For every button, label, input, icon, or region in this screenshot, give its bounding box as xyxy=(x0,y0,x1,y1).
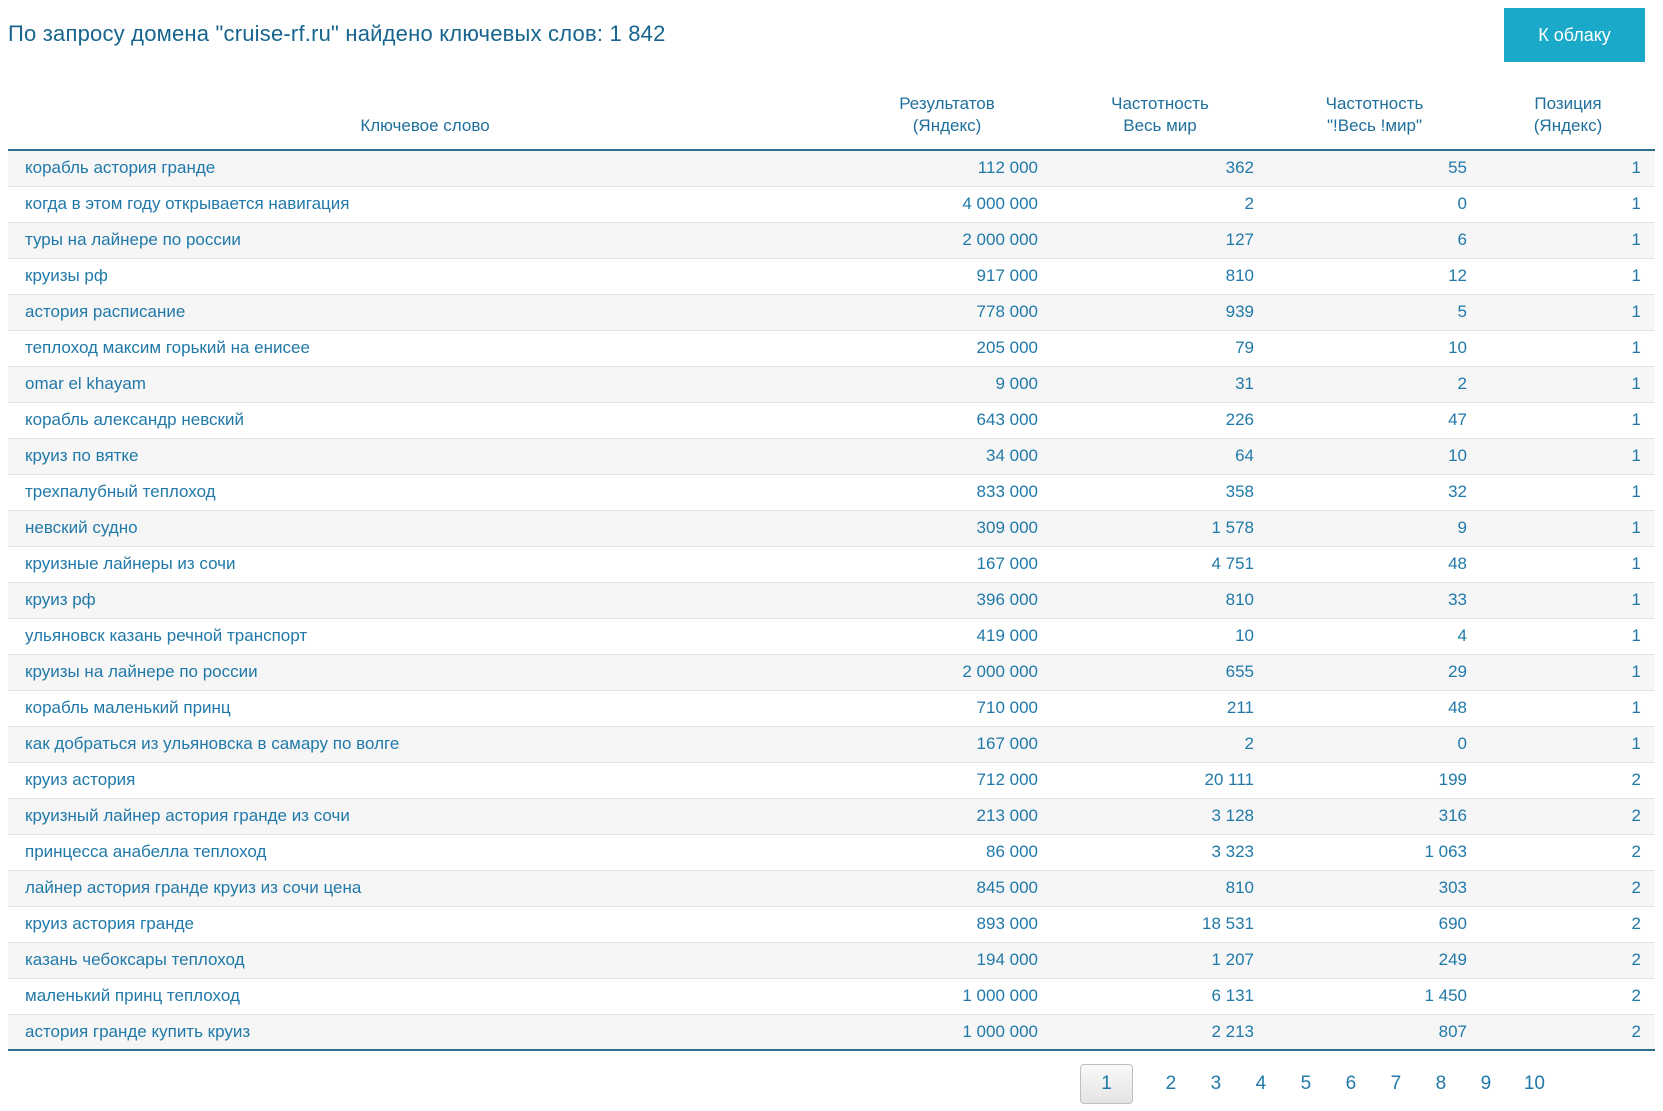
column-header-label: (Яндекс) xyxy=(1533,116,1603,135)
table-row xyxy=(8,546,1655,582)
cell-position-yandex: 1 xyxy=(1481,294,1655,330)
pagination-page-3[interactable]: 3 xyxy=(1210,1073,1222,1094)
keyword-link[interactable]: маленький принц теплоход xyxy=(8,978,842,1014)
keyword-link[interactable]: когда в этом году открывается навигация xyxy=(8,186,842,222)
pagination-page-2[interactable]: 2 xyxy=(1165,1073,1177,1094)
cell-results-yandex: 167 000 xyxy=(842,546,1052,582)
column-header-keyword xyxy=(8,85,842,150)
pagination-page-4[interactable]: 4 xyxy=(1255,1073,1267,1094)
cell-results-yandex: 9 000 xyxy=(842,366,1052,402)
cell-position-yandex: 1 xyxy=(1481,582,1655,618)
keyword-link[interactable]: omar el khayam xyxy=(8,366,842,402)
cell-position-yandex: 2 xyxy=(1481,762,1655,798)
keyword-link[interactable]: туры на лайнере по россии xyxy=(8,222,842,258)
cell-frequency-world: 10 xyxy=(1052,618,1268,654)
table-row xyxy=(8,438,1655,474)
cell-results-yandex: 778 000 xyxy=(842,294,1052,330)
table-row xyxy=(8,402,1655,438)
column-header-label: "!Весь !мир" xyxy=(1326,116,1423,135)
cell-frequency-world: 810 xyxy=(1052,582,1268,618)
table-row xyxy=(8,906,1655,942)
cell-frequency-world: 6 131 xyxy=(1052,978,1268,1014)
cell-frequency-world: 1 578 xyxy=(1052,510,1268,546)
cell-frequency-world: 31 xyxy=(1052,366,1268,402)
table-row xyxy=(8,186,1655,222)
cell-frequency-world: 2 xyxy=(1052,186,1268,222)
table-header-row xyxy=(8,85,1655,150)
cell-position-yandex: 1 xyxy=(1481,150,1655,186)
page-title: По запросу домена "cruise-rf.ru" найдено ключевых слов: 1 842 xyxy=(8,21,666,46)
cell-position-yandex: 1 xyxy=(1481,402,1655,438)
cell-results-yandex: 917 000 xyxy=(842,258,1052,294)
table-row xyxy=(8,978,1655,1014)
cell-results-yandex: 167 000 xyxy=(842,726,1052,762)
cell-results-yandex: 419 000 xyxy=(842,618,1052,654)
table-row xyxy=(8,258,1655,294)
table-row xyxy=(8,510,1655,546)
column-header-results-yandex xyxy=(842,85,1052,150)
cell-results-yandex: 86 000 xyxy=(842,834,1052,870)
table-row xyxy=(8,150,1655,186)
table-row xyxy=(8,222,1655,258)
keyword-link[interactable]: невский судно xyxy=(8,510,842,546)
cell-results-yandex: 1 000 000 xyxy=(842,978,1052,1014)
keyword-link[interactable]: круиз по вятке xyxy=(8,438,842,474)
keyword-link[interactable]: корабль маленький принц xyxy=(8,690,842,726)
cell-frequency-exact: 33 xyxy=(1268,582,1481,618)
column-header-label: Весь мир xyxy=(1123,116,1197,135)
table-row xyxy=(8,762,1655,798)
pagination-current-page[interactable]: 1 xyxy=(1080,1064,1133,1104)
cell-frequency-world: 20 111 xyxy=(1052,762,1268,798)
cell-frequency-exact: 1 450 xyxy=(1268,978,1481,1014)
cell-position-yandex: 2 xyxy=(1481,870,1655,906)
pagination-page-6[interactable]: 6 xyxy=(1345,1073,1357,1094)
cell-frequency-exact: 303 xyxy=(1268,870,1481,906)
keyword-link[interactable]: ульяновск казань речной транспорт xyxy=(8,618,842,654)
keyword-link[interactable]: круизы на лайнере по россии xyxy=(8,654,842,690)
cell-frequency-exact: 807 xyxy=(1268,1014,1481,1050)
cell-frequency-world: 64 xyxy=(1052,438,1268,474)
cell-position-yandex: 2 xyxy=(1481,942,1655,978)
keyword-link[interactable]: круизы рф xyxy=(8,258,842,294)
keyword-link[interactable]: круизный лайнер астория гранде из сочи xyxy=(8,798,842,834)
column-header-label: Частотность xyxy=(1111,94,1209,113)
cell-frequency-world: 358 xyxy=(1052,474,1268,510)
cell-frequency-world: 226 xyxy=(1052,402,1268,438)
cell-frequency-world: 4 751 xyxy=(1052,546,1268,582)
keyword-link[interactable]: корабль александр невский xyxy=(8,402,842,438)
cell-position-yandex: 1 xyxy=(1481,438,1655,474)
column-header-label: Частотность xyxy=(1325,94,1424,113)
cell-frequency-world: 655 xyxy=(1052,654,1268,690)
table-row xyxy=(8,1014,1655,1050)
table-row xyxy=(8,294,1655,330)
cell-position-yandex: 1 xyxy=(1481,726,1655,762)
cell-results-yandex: 710 000 xyxy=(842,690,1052,726)
keywords-table-body xyxy=(8,150,1655,1050)
cell-frequency-world: 3 323 xyxy=(1052,834,1268,870)
cell-results-yandex: 205 000 xyxy=(842,330,1052,366)
cell-frequency-exact: 29 xyxy=(1268,654,1481,690)
cell-results-yandex: 1 000 000 xyxy=(842,1014,1052,1050)
cell-results-yandex: 112 000 xyxy=(842,150,1052,186)
cell-frequency-world: 362 xyxy=(1052,150,1268,186)
cell-position-yandex: 1 xyxy=(1481,474,1655,510)
table-row xyxy=(8,330,1655,366)
cell-results-yandex: 893 000 xyxy=(842,906,1052,942)
cell-frequency-exact: 9 xyxy=(1268,510,1481,546)
cell-position-yandex: 1 xyxy=(1481,546,1655,582)
cell-frequency-exact: 249 xyxy=(1268,942,1481,978)
pagination-page-7[interactable]: 7 xyxy=(1390,1073,1402,1094)
cell-results-yandex: 833 000 xyxy=(842,474,1052,510)
cell-position-yandex: 1 xyxy=(1481,258,1655,294)
pagination-page-5[interactable]: 5 xyxy=(1300,1073,1312,1094)
keyword-link[interactable]: астория расписание xyxy=(8,294,842,330)
keyword-link[interactable]: лайнер астория гранде круиз из сочи цена xyxy=(8,870,842,906)
cell-frequency-world: 18 531 xyxy=(1052,906,1268,942)
cell-position-yandex: 1 xyxy=(1481,654,1655,690)
cell-frequency-world: 2 213 xyxy=(1052,1014,1268,1050)
table-row xyxy=(8,690,1655,726)
cell-frequency-exact: 2 xyxy=(1268,366,1481,402)
cell-results-yandex: 213 000 xyxy=(842,798,1052,834)
keyword-link[interactable]: круиз рф xyxy=(8,582,842,618)
table-row xyxy=(8,654,1655,690)
keyword-link[interactable]: круиз астория гранде xyxy=(8,906,842,942)
column-header-frequency-world xyxy=(1052,85,1268,150)
cell-frequency-world: 939 xyxy=(1052,294,1268,330)
table-row xyxy=(8,726,1655,762)
cell-position-yandex: 1 xyxy=(1481,222,1655,258)
cell-position-yandex: 2 xyxy=(1481,978,1655,1014)
cell-frequency-exact: 199 xyxy=(1268,762,1481,798)
cell-results-yandex: 2 000 000 xyxy=(842,222,1052,258)
cell-position-yandex: 1 xyxy=(1481,618,1655,654)
cell-frequency-exact: 0 xyxy=(1268,726,1481,762)
cell-position-yandex: 1 xyxy=(1481,510,1655,546)
table-row xyxy=(8,942,1655,978)
cell-frequency-exact: 316 xyxy=(1268,798,1481,834)
page-header xyxy=(0,0,1663,85)
cell-frequency-exact: 1 063 xyxy=(1268,834,1481,870)
to-cloud-button[interactable]: К облаку xyxy=(1504,8,1645,62)
table-row xyxy=(8,870,1655,906)
cell-position-yandex: 1 xyxy=(1481,186,1655,222)
cell-frequency-exact: 55 xyxy=(1268,150,1481,186)
cell-frequency-world: 79 xyxy=(1052,330,1268,366)
keywords-table xyxy=(8,85,1655,1051)
cell-frequency-exact: 32 xyxy=(1268,474,1481,510)
pagination-page-10[interactable]: 10 xyxy=(1523,1073,1545,1094)
keyword-link[interactable]: круиз астория xyxy=(8,762,842,798)
cell-frequency-world: 2 xyxy=(1052,726,1268,762)
keyword-link[interactable]: принцесса анабелла теплоход xyxy=(8,834,842,870)
cell-results-yandex: 643 000 xyxy=(842,402,1052,438)
keyword-link[interactable]: круизные лайнеры из сочи xyxy=(8,546,842,582)
cell-position-yandex: 1 xyxy=(1481,330,1655,366)
cell-position-yandex: 2 xyxy=(1481,834,1655,870)
cell-frequency-world: 810 xyxy=(1052,870,1268,906)
table-row xyxy=(8,366,1655,402)
cell-frequency-world: 127 xyxy=(1052,222,1268,258)
table-row xyxy=(8,834,1655,870)
keyword-link[interactable]: трехпалубный теплоход xyxy=(8,474,842,510)
column-header-label: (Яндекс) xyxy=(912,116,982,135)
cell-frequency-exact: 690 xyxy=(1268,906,1481,942)
cell-frequency-world: 810 xyxy=(1052,258,1268,294)
table-row xyxy=(8,582,1655,618)
column-header-frequency-exact xyxy=(1268,85,1481,150)
column-header-position-yandex xyxy=(1481,85,1655,150)
cell-results-yandex: 4 000 000 xyxy=(842,186,1052,222)
cell-frequency-exact: 0 xyxy=(1268,186,1481,222)
keyword-link[interactable]: астория гранде купить круиз xyxy=(8,1014,842,1050)
cell-results-yandex: 194 000 xyxy=(842,942,1052,978)
pagination-page-9[interactable]: 9 xyxy=(1480,1073,1492,1094)
column-header-label: Позиция xyxy=(1534,94,1602,113)
cell-frequency-exact: 48 xyxy=(1268,690,1481,726)
table-row xyxy=(8,618,1655,654)
cell-frequency-exact: 4 xyxy=(1268,618,1481,654)
cell-results-yandex: 309 000 xyxy=(842,510,1052,546)
cell-position-yandex: 2 xyxy=(1481,798,1655,834)
keyword-link[interactable]: казань чебоксары теплоход xyxy=(8,942,842,978)
cell-frequency-world: 211 xyxy=(1052,690,1268,726)
cell-position-yandex: 1 xyxy=(1481,366,1655,402)
keyword-link[interactable]: корабль астория гранде xyxy=(8,150,842,186)
cell-results-yandex: 845 000 xyxy=(842,870,1052,906)
cell-frequency-exact: 10 xyxy=(1268,330,1481,366)
cell-frequency-exact: 12 xyxy=(1268,258,1481,294)
pagination-page-8[interactable]: 8 xyxy=(1435,1073,1447,1094)
cell-position-yandex: 2 xyxy=(1481,1014,1655,1050)
cell-position-yandex: 1 xyxy=(1481,690,1655,726)
cell-frequency-exact: 10 xyxy=(1268,438,1481,474)
pagination xyxy=(0,1061,1663,1107)
cell-frequency-world: 3 128 xyxy=(1052,798,1268,834)
cell-position-yandex: 2 xyxy=(1481,906,1655,942)
cell-frequency-exact: 47 xyxy=(1268,402,1481,438)
cell-results-yandex: 712 000 xyxy=(842,762,1052,798)
cell-results-yandex: 396 000 xyxy=(842,582,1052,618)
column-header-label: Результатов xyxy=(899,94,995,113)
table-row xyxy=(8,474,1655,510)
keyword-link[interactable]: как добраться из ульяновска в самару по волге xyxy=(8,726,842,762)
column-header-label: Ключевое слово xyxy=(360,116,490,135)
cell-frequency-exact: 48 xyxy=(1268,546,1481,582)
cell-frequency-exact: 6 xyxy=(1268,222,1481,258)
cell-frequency-world: 1 207 xyxy=(1052,942,1268,978)
cell-results-yandex: 34 000 xyxy=(842,438,1052,474)
table-row xyxy=(8,798,1655,834)
cell-frequency-exact: 5 xyxy=(1268,294,1481,330)
cell-results-yandex: 2 000 000 xyxy=(842,654,1052,690)
keyword-link[interactable]: теплоход максим горький на енисее xyxy=(8,330,842,366)
